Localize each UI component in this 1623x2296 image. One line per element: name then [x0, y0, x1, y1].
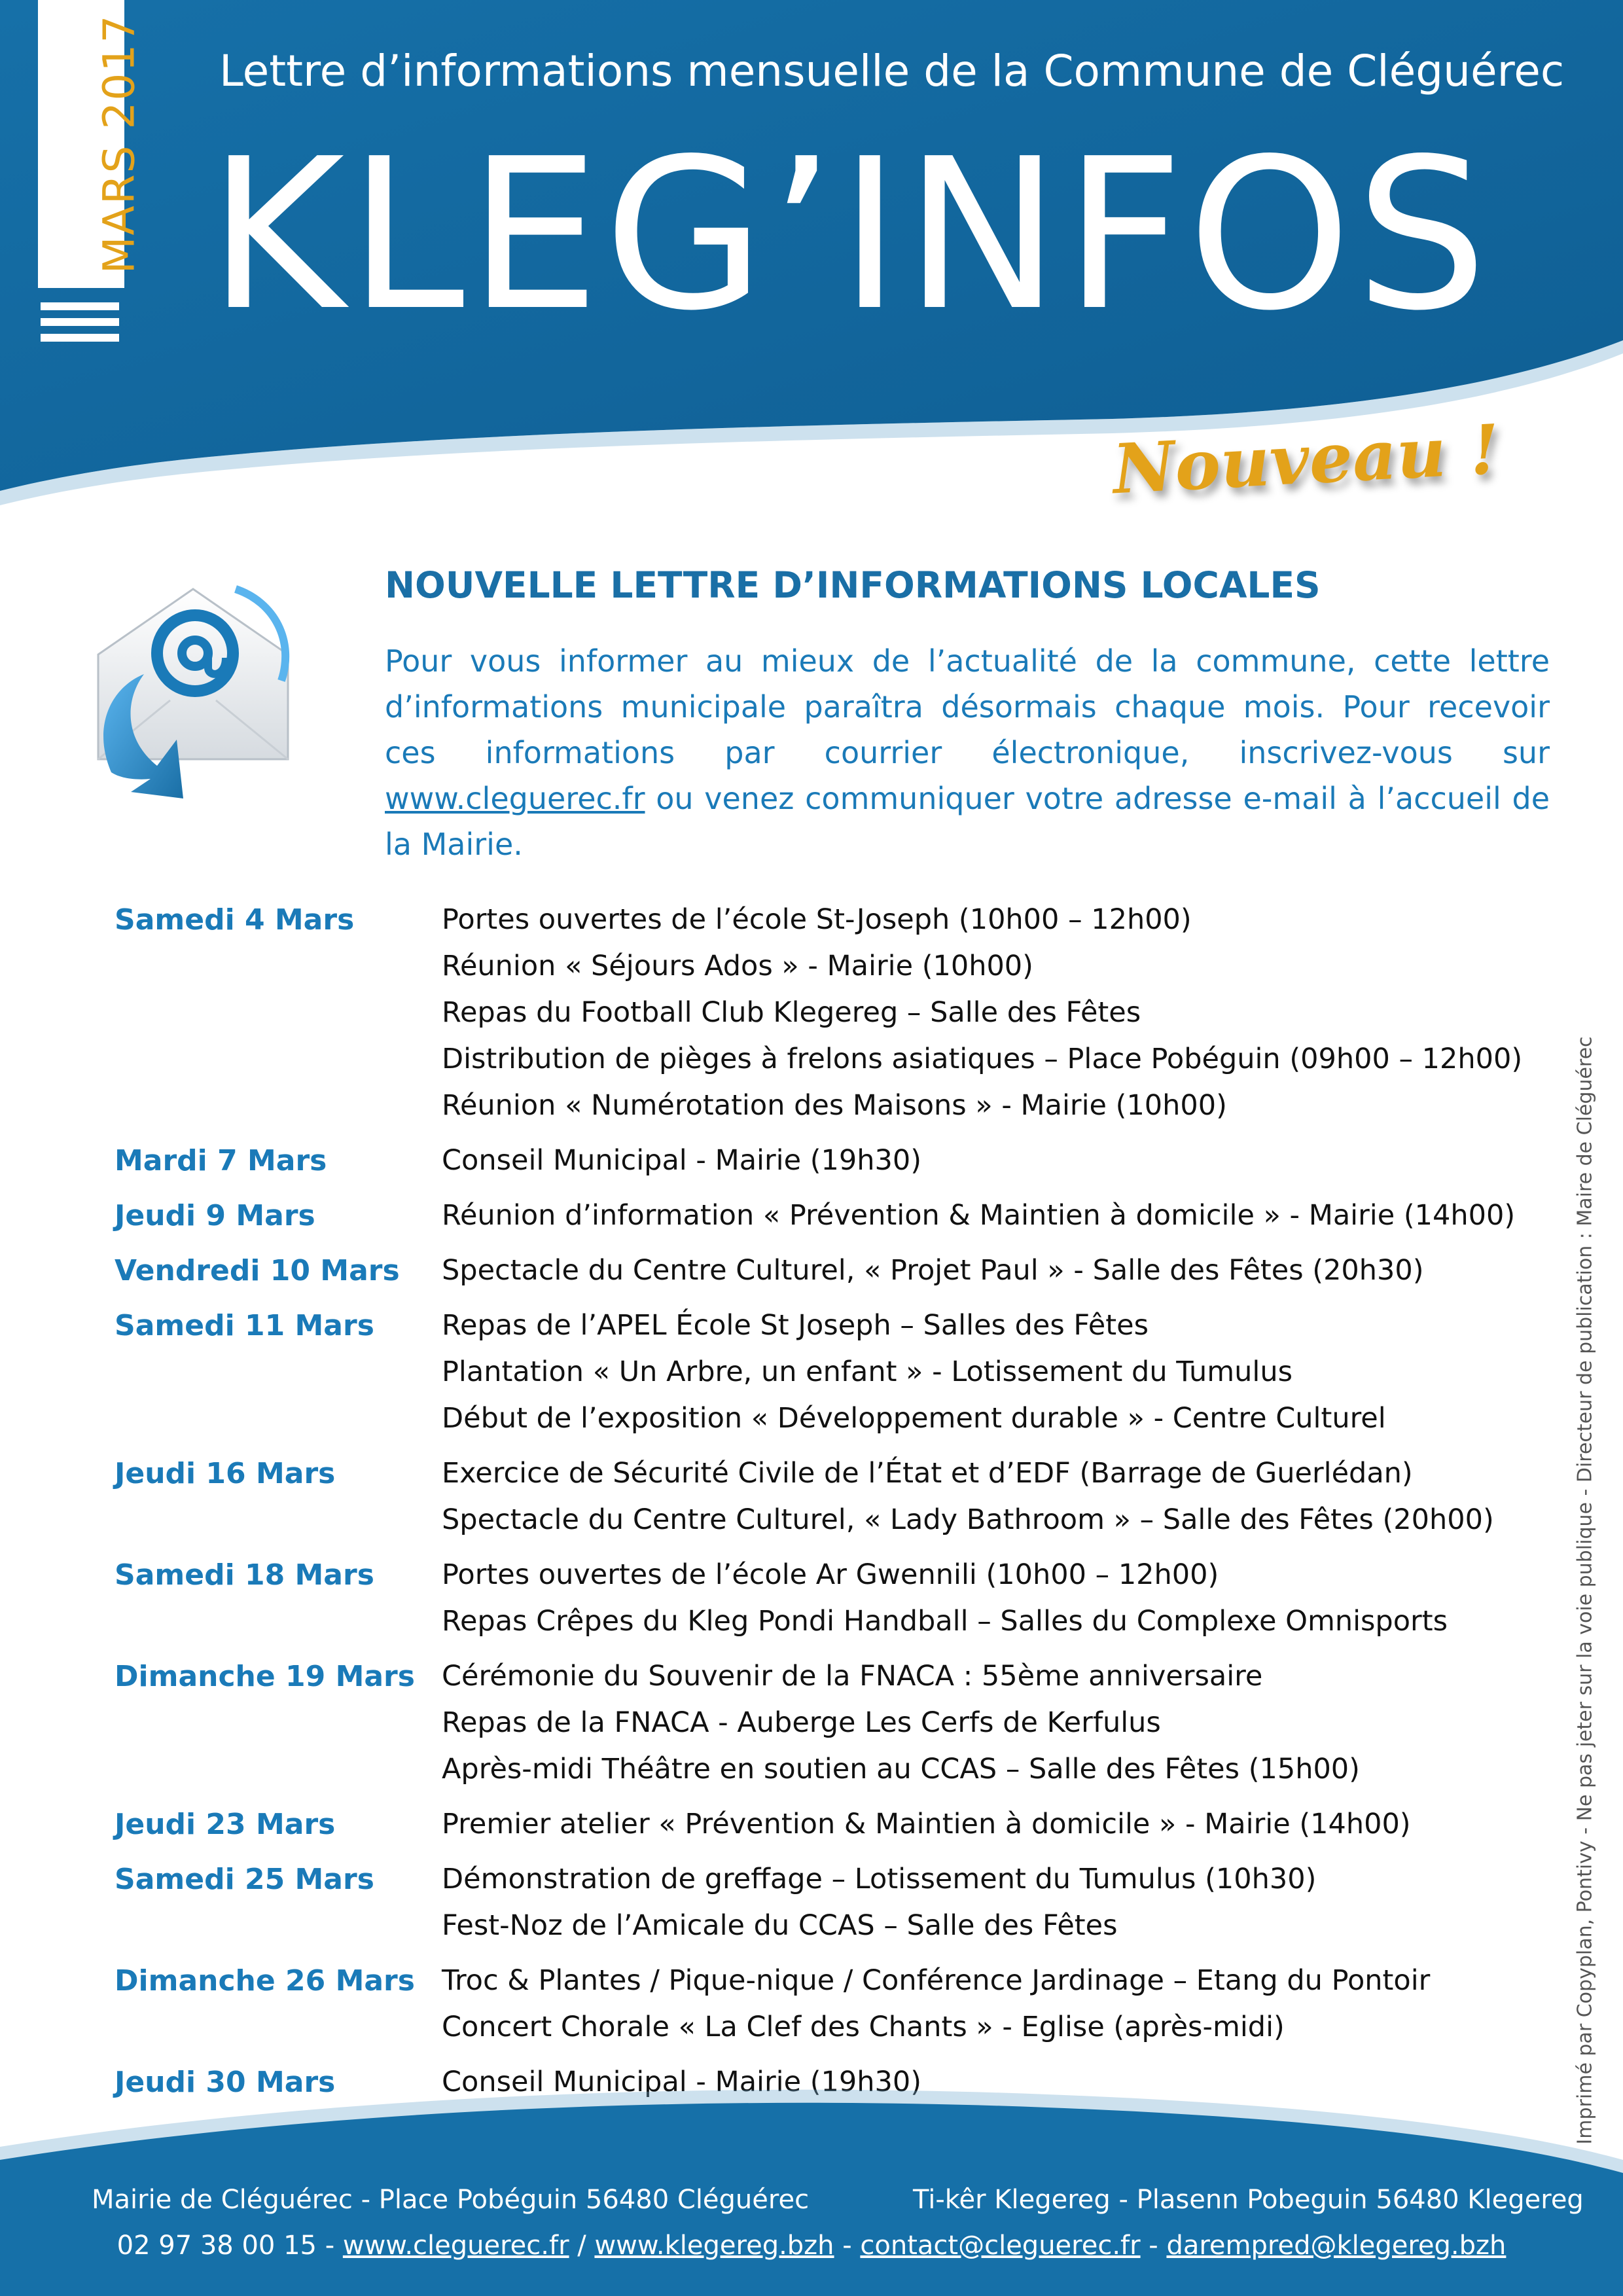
- footer-site-fr-link[interactable]: www.cleguerec.fr: [342, 2231, 569, 2261]
- intro-heading: NOUVELLE LETTRE D’INFORMATIONS LOCALES: [385, 564, 1321, 606]
- agenda-day-label: Samedi 25 Mars: [115, 1863, 374, 1896]
- agenda-list: [115, 897, 1522, 2114]
- agenda-day-group: [115, 1138, 1522, 1184]
- footer-email-br-link[interactable]: darempred@klegereg.bzh: [1166, 2231, 1507, 2261]
- agenda-events: [442, 1801, 1522, 1848]
- agenda-event: Premier atelier « Prévention & Maintien à domicile » - Mairie (14h00): [442, 1808, 1411, 1840]
- separator: -: [316, 2231, 343, 2261]
- footer-address-fr: Mairie de Cléguérec - Place Pobéguin 56480 Cléguérec: [92, 2185, 810, 2215]
- intro-text-part: ou venez communiquer votre adresse e-mail à l’accueil de la Mairie.: [385, 781, 1550, 862]
- agenda-event: Concert Chorale « La Clef des Chants » - Eglise (après-midi): [442, 2011, 1285, 2043]
- footer-email-fr-link[interactable]: contact@cleguerec.fr: [860, 2231, 1141, 2261]
- email-at-icon: [85, 576, 301, 812]
- agenda-events: [442, 897, 1522, 1129]
- agenda-day-label: Dimanche 26 Mars: [115, 1964, 415, 1998]
- agenda-day-label: Samedi 18 Mars: [115, 1558, 374, 1592]
- agenda-event: Démonstration de greffage – Lotissement du Tumulus (10h30): [442, 1863, 1317, 1895]
- new-badge: Nouveau !: [1111, 408, 1502, 510]
- agenda-event: Portes ouvertes de l’école Ar Gwennili (10h00 – 12h00): [442, 1558, 1219, 1591]
- agenda-event: Fest-Noz de l’Amicale du CCAS – Salle des Fêtes: [442, 1909, 1118, 1942]
- agenda-event: Repas du Football Club Klegereg – Salle des Fêtes: [442, 996, 1141, 1029]
- intro-text-part: Pour vous informer au mieux de l’actualité de la commune, cette lettre d’informations municipale paraîtra désormais chaque mois. Pour recevoir ces informations par courrier électronique, inscrivez-vous sur: [385, 643, 1550, 770]
- agenda-events: [442, 1247, 1522, 1294]
- agenda-event: Troc & Plantes / Pique-nique / Conférence Jardinage – Etang du Pontoir: [442, 1964, 1431, 1997]
- agenda-day-label: Jeudi 30 Mars: [115, 2066, 336, 2099]
- agenda-event: Début de l’exposition « Développement durable » - Centre Culturel: [442, 1402, 1386, 1435]
- agenda-events: [442, 1302, 1522, 1442]
- agenda-events: [442, 1653, 1522, 1793]
- tab-stripe: [41, 302, 119, 310]
- agenda-event: Repas Crêpes du Kleg Pondi Handball – Salles du Complexe Omnisports: [442, 1605, 1448, 1638]
- agenda-day-label: Vendredi 10 Mars: [115, 1254, 400, 1287]
- footer-address-br: Ti-kêr Klegereg - Plasenn Pobeguin 56480 Klegereg: [913, 2185, 1584, 2215]
- footer-phone: 02 97 38 00 15: [116, 2231, 317, 2261]
- agenda-day-label: Samedi 4 Mars: [115, 903, 355, 937]
- agenda-event: Réunion « Numérotation des Maisons » - Mairie (10h00): [442, 1089, 1227, 1122]
- agenda-events: [442, 1552, 1522, 1645]
- agenda-day-label: Jeudi 23 Mars: [115, 1808, 336, 1841]
- agenda-day-group: [115, 1856, 1522, 1949]
- agenda-event: Conseil Municipal - Mairie (19h30): [442, 1144, 921, 1177]
- newsletter-title: KLEG’INFOS: [208, 114, 1491, 356]
- agenda-events: [442, 1958, 1522, 2051]
- agenda-day-group: [115, 1801, 1522, 1848]
- agenda-day-group: [115, 1302, 1522, 1442]
- tab-stripe: [41, 334, 119, 342]
- agenda-events: [442, 1856, 1522, 1949]
- agenda-event: Réunion d’information « Prévention & Maintien à domicile » - Mairie (14h00): [442, 1199, 1516, 1232]
- tab-stripe: [41, 318, 119, 326]
- print-credits: Imprimé par Copyplan, Pontivy - Ne pas jeter sur la voie publique - Directeur de publication : Maire de Cléguérec: [1573, 1036, 1597, 2145]
- agenda-event: Repas de la FNACA - Auberge Les Cerfs de Kerfulus: [442, 1706, 1161, 1739]
- agenda-day-label: Mardi 7 Mars: [115, 1144, 327, 1177]
- agenda-event: Après-midi Théâtre en soutien au CCAS – Salle des Fêtes (15h00): [442, 1753, 1360, 1785]
- separator: /: [569, 2231, 595, 2261]
- newsletter-subtitle: Lettre d’informations mensuelle de la Commune de Cléguérec: [219, 46, 1565, 96]
- agenda-event: Conseil Municipal - Mairie (19h30): [442, 2066, 921, 2098]
- agenda-events: [442, 1193, 1522, 1239]
- footer-background: [0, 2068, 1623, 2296]
- agenda-event: Exercice de Sécurité Civile de l’État et d’EDF (Barrage de Guerlédan): [442, 1457, 1413, 1490]
- agenda-day-group: [115, 1450, 1522, 1543]
- agenda-day-group: [115, 1653, 1522, 1793]
- agenda-event: Réunion « Séjours Ados » - Mairie (10h00): [442, 950, 1033, 982]
- agenda-day-label: Jeudi 9 Mars: [115, 1199, 315, 1232]
- website-link[interactable]: www.cleguerec.fr: [385, 781, 645, 816]
- agenda-event: Repas de l’APEL École St Joseph – Salles des Fêtes: [442, 1309, 1149, 1342]
- separator: -: [834, 2231, 861, 2261]
- intro-paragraph: [385, 638, 1550, 867]
- agenda-event: Distribution de pièges à frelons asiatiques – Place Pobéguin (09h00 – 12h00): [442, 1043, 1523, 1075]
- agenda-day-label: Samedi 11 Mars: [115, 1309, 374, 1342]
- agenda-event: Plantation « Un Arbre, un enfant » - Lotissement du Tumulus: [442, 1355, 1293, 1388]
- agenda-events: [442, 1450, 1522, 1543]
- agenda-event: Spectacle du Centre Culturel, « Projet Paul » - Salle des Fêtes (20h30): [442, 1254, 1424, 1287]
- agenda-day-label: Jeudi 16 Mars: [115, 1457, 336, 1490]
- agenda-day-group: [115, 897, 1522, 1129]
- separator: -: [1140, 2231, 1167, 2261]
- issue-date: MARS 2017: [94, 14, 145, 274]
- agenda-event: Spectacle du Centre Culturel, « Lady Bathroom » – Salle des Fêtes (20h00): [442, 1503, 1494, 1536]
- agenda-day-group: [115, 1247, 1522, 1294]
- footer-contacts: [0, 2231, 1623, 2261]
- issue-date-tab: [38, 0, 145, 288]
- footer-site-br-link[interactable]: www.klegereg.bzh: [594, 2231, 834, 2261]
- agenda-events: [442, 1138, 1522, 1184]
- agenda-day-group: [115, 1958, 1522, 2051]
- agenda-day-group: [115, 1193, 1522, 1239]
- agenda-event: Portes ouvertes de l’école St-Joseph (10h00 – 12h00): [442, 903, 1192, 936]
- agenda-day-label: Dimanche 19 Mars: [115, 1660, 415, 1693]
- agenda-day-group: [115, 1552, 1522, 1645]
- agenda-event: Cérémonie du Souvenir de la FNACA : 55ème anniversaire: [442, 1660, 1263, 1693]
